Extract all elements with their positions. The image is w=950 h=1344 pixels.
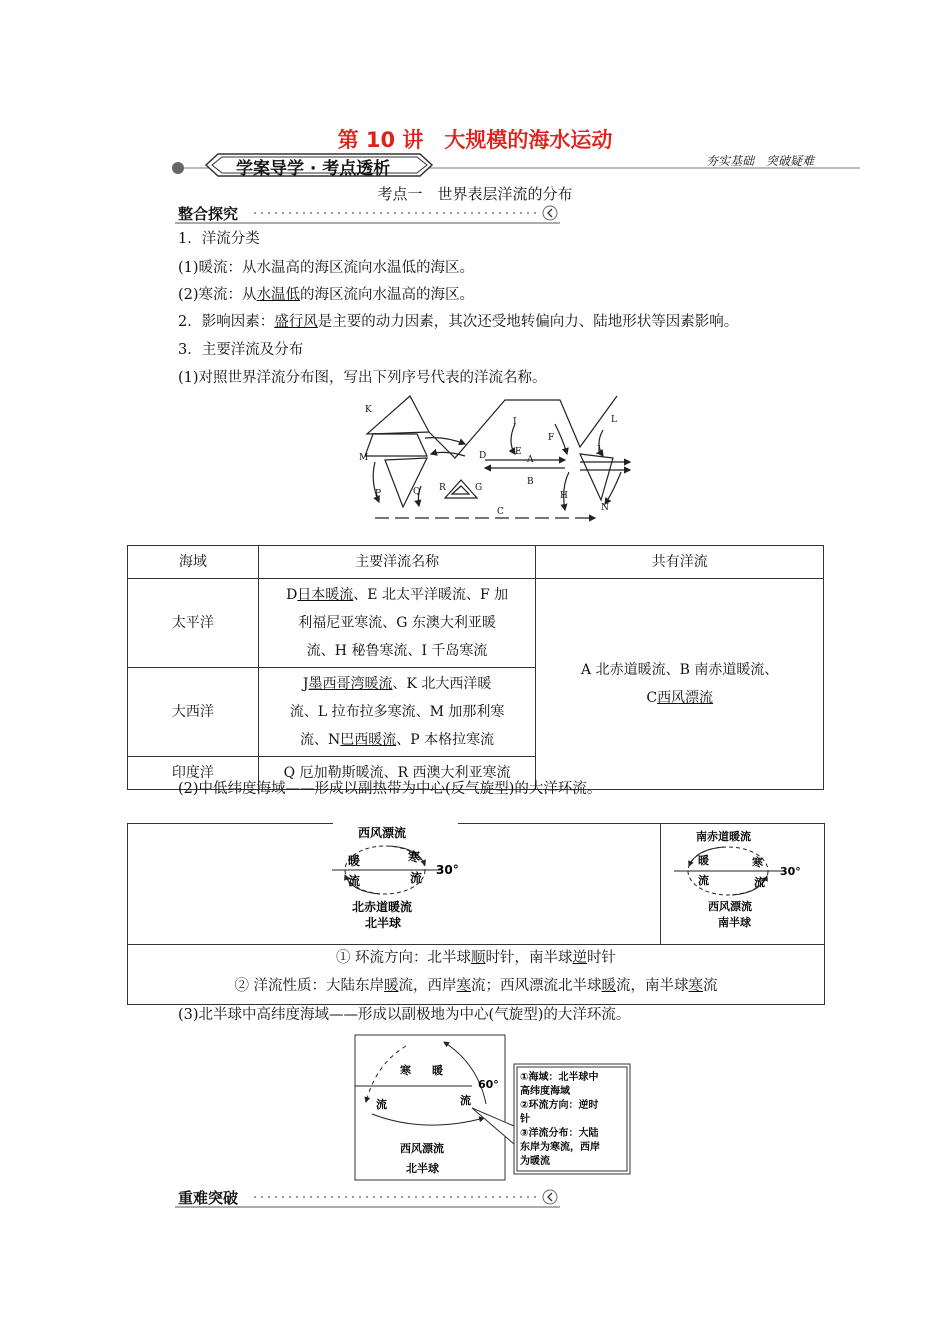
callout-line-1: ①海域：北半球中 <box>520 1072 599 1083</box>
map-label-n: N <box>601 503 609 513</box>
table-header-main: 主要洋流名称 <box>258 546 536 579</box>
section-dots-divider <box>250 204 560 222</box>
map-label-c: C <box>497 507 504 517</box>
map-label-q: Q <box>413 487 421 497</box>
section-heading-integrate: 整合探究 <box>178 205 239 223</box>
callout-line-4: 针 <box>520 1114 530 1125</box>
item-1b: (2)寒流：从水温低的海区流向水温高的海区。 <box>178 287 475 303</box>
item-3: 3．主要洋流及分布 <box>178 342 304 358</box>
item-1: 1．洋流分类 <box>178 231 260 247</box>
table-row-indian-currents: Q 厄加勒斯暖流、R 西澳大利亚寒流 <box>258 757 536 790</box>
item-1a: (1)暖流：从水温高的海区流向水温低的海区。 <box>178 260 475 276</box>
map-label-p: P <box>375 489 382 499</box>
south-gyre-warm: 暖 <box>698 854 709 867</box>
map-label-d: D <box>479 451 487 461</box>
callout-line-3: ②环流方向：逆时 <box>520 1100 599 1111</box>
section-dots-divider-2 <box>250 1188 560 1206</box>
map-label-b: B <box>527 477 534 487</box>
subpolar-gyre-bottom: 西风漂流 <box>400 1142 444 1155</box>
south-gyre-bottom: 西风漂流 <box>708 900 752 913</box>
topic-heading: 考点一 世界表层洋流的分布 <box>377 185 573 203</box>
summary-nature: ② 洋流性质：大陆东岸暖流，西岸寒流；西风漂流北半球暖流，南半球寒流 <box>234 978 718 994</box>
callout-line-7: 为暖流 <box>520 1156 550 1167</box>
section-heading-difficult: 重难突破 <box>178 1189 239 1207</box>
south-hemisphere-gyre-diagram <box>672 826 812 941</box>
south-gyre-flow-r: 流 <box>754 876 765 889</box>
map-label-e: E <box>515 447 522 457</box>
table-row-indian-name: 印度洋 <box>128 757 259 790</box>
south-gyre-flow-l: 流 <box>698 874 709 887</box>
callout-line-5: ③洋流分布：大陆 <box>520 1128 599 1139</box>
table-header-sea: 海域 <box>128 546 259 579</box>
table-row-atlantic-currents: J墨西哥湾暖流、K 北大西洋暖 流、L 拉布拉多寒流、M 加那利寒 流、N巴西暖流、P 本格拉寒流 <box>258 668 536 757</box>
table-shared-currents: A 北赤道暖流、B 南赤道暖流、 C西风漂流 <box>536 579 824 790</box>
map-label-f: F <box>548 433 555 443</box>
table-row-pacific-currents: D日本暖流、E 北太平洋暖流、F 加 利福尼亚寒流、G 东澳大利亚暖 流、H 秘鲁寒流、I 千岛寒流 <box>258 579 536 668</box>
map-label-j: J <box>597 445 601 455</box>
callout-line-6: 东岸为寒流，西岸 <box>520 1142 600 1153</box>
map-label-r: R <box>439 483 446 493</box>
north-gyre-bottom: 北赤道暖流 <box>352 900 413 914</box>
table-row-atlantic-name: 大西洋 <box>128 668 259 757</box>
section-underline <box>175 222 560 225</box>
map-label-m: M <box>359 453 369 463</box>
subpolar-gyre-cold: 寒 <box>400 1064 411 1077</box>
south-gyre-top: 南赤道暖流 <box>696 830 751 843</box>
map-label-i: I <box>513 417 517 427</box>
table-row-pacific-name: 太平洋 <box>128 579 259 668</box>
banner-right-text: 夯实基础 突破疑难 <box>706 154 815 168</box>
north-gyre-warm: 暖 <box>348 854 361 868</box>
subpolar-gyre-flow-r: 流 <box>460 1094 471 1107</box>
map-label-g: G <box>475 483 483 493</box>
banner-label: 学案导学 · 考点透析 <box>236 159 391 179</box>
subpolar-gyre-flow-l: 流 <box>376 1098 387 1111</box>
ocean-current-map <box>355 392 635 532</box>
subpolar-gyre-diagram <box>354 1034 634 1182</box>
north-gyre-flow-l: 流 <box>348 874 361 888</box>
page-title: 第 10 讲 大规模的海水运动 <box>337 128 613 152</box>
south-gyre-deg: 30° <box>780 865 801 878</box>
north-gyre-deg: 30° <box>436 863 459 877</box>
ocean-current-table <box>127 545 824 790</box>
north-gyre-top: 西风漂流 <box>358 826 407 840</box>
south-gyre-cold: 寒 <box>752 856 763 869</box>
summary-direction: ① 环流方向：北半球顺时针，南半球逆时针 <box>335 950 617 966</box>
north-hemisphere-gyre-diagram <box>330 825 470 940</box>
item-2: 2．影响因素：盛行风是主要的动力因素，其次还受地转偏向力、陆地形状等因素影响。 <box>178 314 739 330</box>
item-3a: (1)对照世界洋流分布图，写出下列序号代表的洋流名称。 <box>178 370 547 386</box>
south-gyre-hemi: 南半球 <box>718 916 751 929</box>
subpolar-gyre-hemi: 北半球 <box>406 1162 439 1175</box>
north-gyre-cold: 寒 <box>408 850 421 864</box>
subpolar-gyre-warm: 暖 <box>432 1064 443 1077</box>
subpolar-gyre-deg: 60° <box>478 1078 499 1091</box>
item-3b: (2)中低纬度海域——形成以副热带为中心(反气旋型)的大洋环流。 <box>178 781 602 797</box>
table-header-shared: 共有洋流 <box>536 546 824 579</box>
section-underline-2 <box>175 1206 560 1209</box>
north-gyre-flow-r: 流 <box>410 871 423 885</box>
item-3c: (3)北半球中高纬度海域——形成以副极地为中心(气旋型)的大洋环流。 <box>178 1007 631 1023</box>
map-label-h: H <box>560 491 568 501</box>
north-gyre-hemi: 北半球 <box>365 916 402 930</box>
map-label-a: A <box>527 455 534 465</box>
map-label-l: L <box>611 415 617 425</box>
map-label-k: K <box>365 405 372 415</box>
callout-line-2: 高纬度海域 <box>520 1086 570 1097</box>
